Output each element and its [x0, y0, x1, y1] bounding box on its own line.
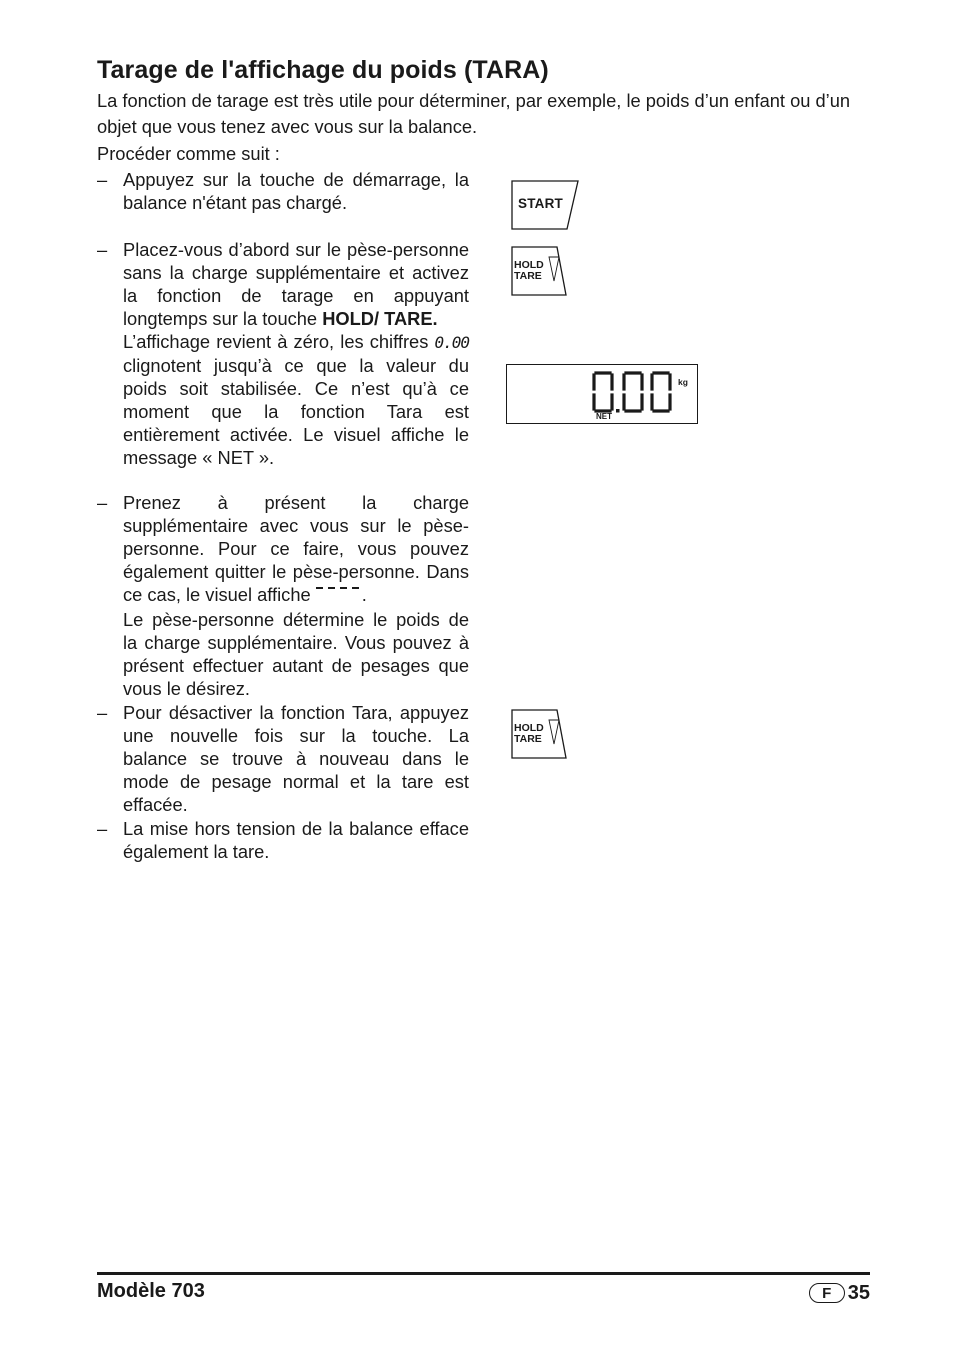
hold-tare-button-illustration-2 [511, 709, 567, 759]
step-2-detail-post: clignotent jusqu’à ce que la valeur du poids soit stabilisée. Ce n’est qu’à ce moment que la fonction Tara est entièrement activée. Le visuel affiche le message « NET ». [123, 355, 469, 468]
hold-tare-label [514, 260, 544, 282]
segment-zero-value: 0.00 [434, 333, 469, 352]
scale-display-illustration [506, 364, 698, 424]
step-4 [97, 701, 469, 816]
step-2-detail [123, 330, 469, 469]
step-3-detail: Le pèse-personne détermine le poids de la charge supplémentaire. Vous pouvez à présent effectuer autant de pesages que vous le désirez. [123, 609, 469, 699]
step-5 [97, 817, 469, 863]
display-unit-kg: kg [678, 377, 688, 387]
step-2-detail-pre: L’affichage revient à zéro, les chiffres [123, 331, 435, 352]
intro-paragraph: La fonction de tarage est très utile pour déterminer, par exemple, le poids d’un enfant ou d’un objet que vous tenez avec vous sur la balance. [97, 90, 851, 137]
step-2 [97, 238, 469, 469]
hold-label: HOLD [514, 259, 544, 271]
hold-label: HOLD [514, 722, 544, 734]
hold-tare-button-illustration [511, 246, 567, 296]
page-title: Tarage de l'affichage du poids (TARA) [97, 56, 549, 84]
step-4-text: Pour désactiver la fonction Tara, appuyez une nouvelle fois sur la touche. La balance se trouve à nouveau dans le mode de pesage normal et la tare est effacée. [123, 702, 469, 815]
bullet-dash: – [97, 702, 108, 723]
step-1-text: Appuyez sur la touche de démarrage, la balance n'étant pas chargé. [123, 169, 469, 213]
procedure-intro: Procéder comme suit : [97, 143, 280, 164]
tare-label: TARE [514, 270, 542, 282]
segment-digits-zero [590, 369, 680, 415]
dashes-display-icon [316, 585, 362, 595]
step-3-period: . [361, 584, 367, 605]
hold-tare-label [514, 723, 544, 745]
step-2-text [123, 238, 469, 330]
step-3-text-main: Prenez à présent la charge supplémentaire avec vous sur le pèse-personne. Pour ce faire, vous pouvez également quitter le pèse-personne. Dans ce cas, le visuel affiche [123, 492, 469, 605]
hold-tare-key-name: HOLD/ TARE. [322, 308, 438, 329]
bullet-dash: – [97, 169, 108, 190]
tare-label: TARE [514, 733, 542, 745]
start-button-illustration [511, 180, 579, 230]
footer-divider [97, 1272, 870, 1275]
bullet-dash: – [97, 818, 108, 839]
step-3-text [123, 491, 469, 606]
step-2-text-main: Placez-vous d’abord sur le pèse-personne sans la charge supplémentaire et activez la fonction de tarage en appuyant longtemps sur la touche [123, 239, 469, 329]
footer-model-name: Modèle 703 [97, 1280, 205, 1302]
step-1 [97, 168, 469, 214]
step-3 [97, 491, 469, 700]
display-net-indicator: NET [596, 412, 612, 421]
language-badge: F [809, 1283, 845, 1303]
page-number: 35 [847, 1281, 870, 1304]
step-5-text: La mise hors tension de la balance efface également la tare. [123, 818, 469, 862]
start-button-label: START [518, 196, 563, 211]
footer-page-info [809, 1280, 870, 1306]
bullet-dash: – [97, 492, 108, 513]
bullet-dash: – [97, 239, 108, 260]
